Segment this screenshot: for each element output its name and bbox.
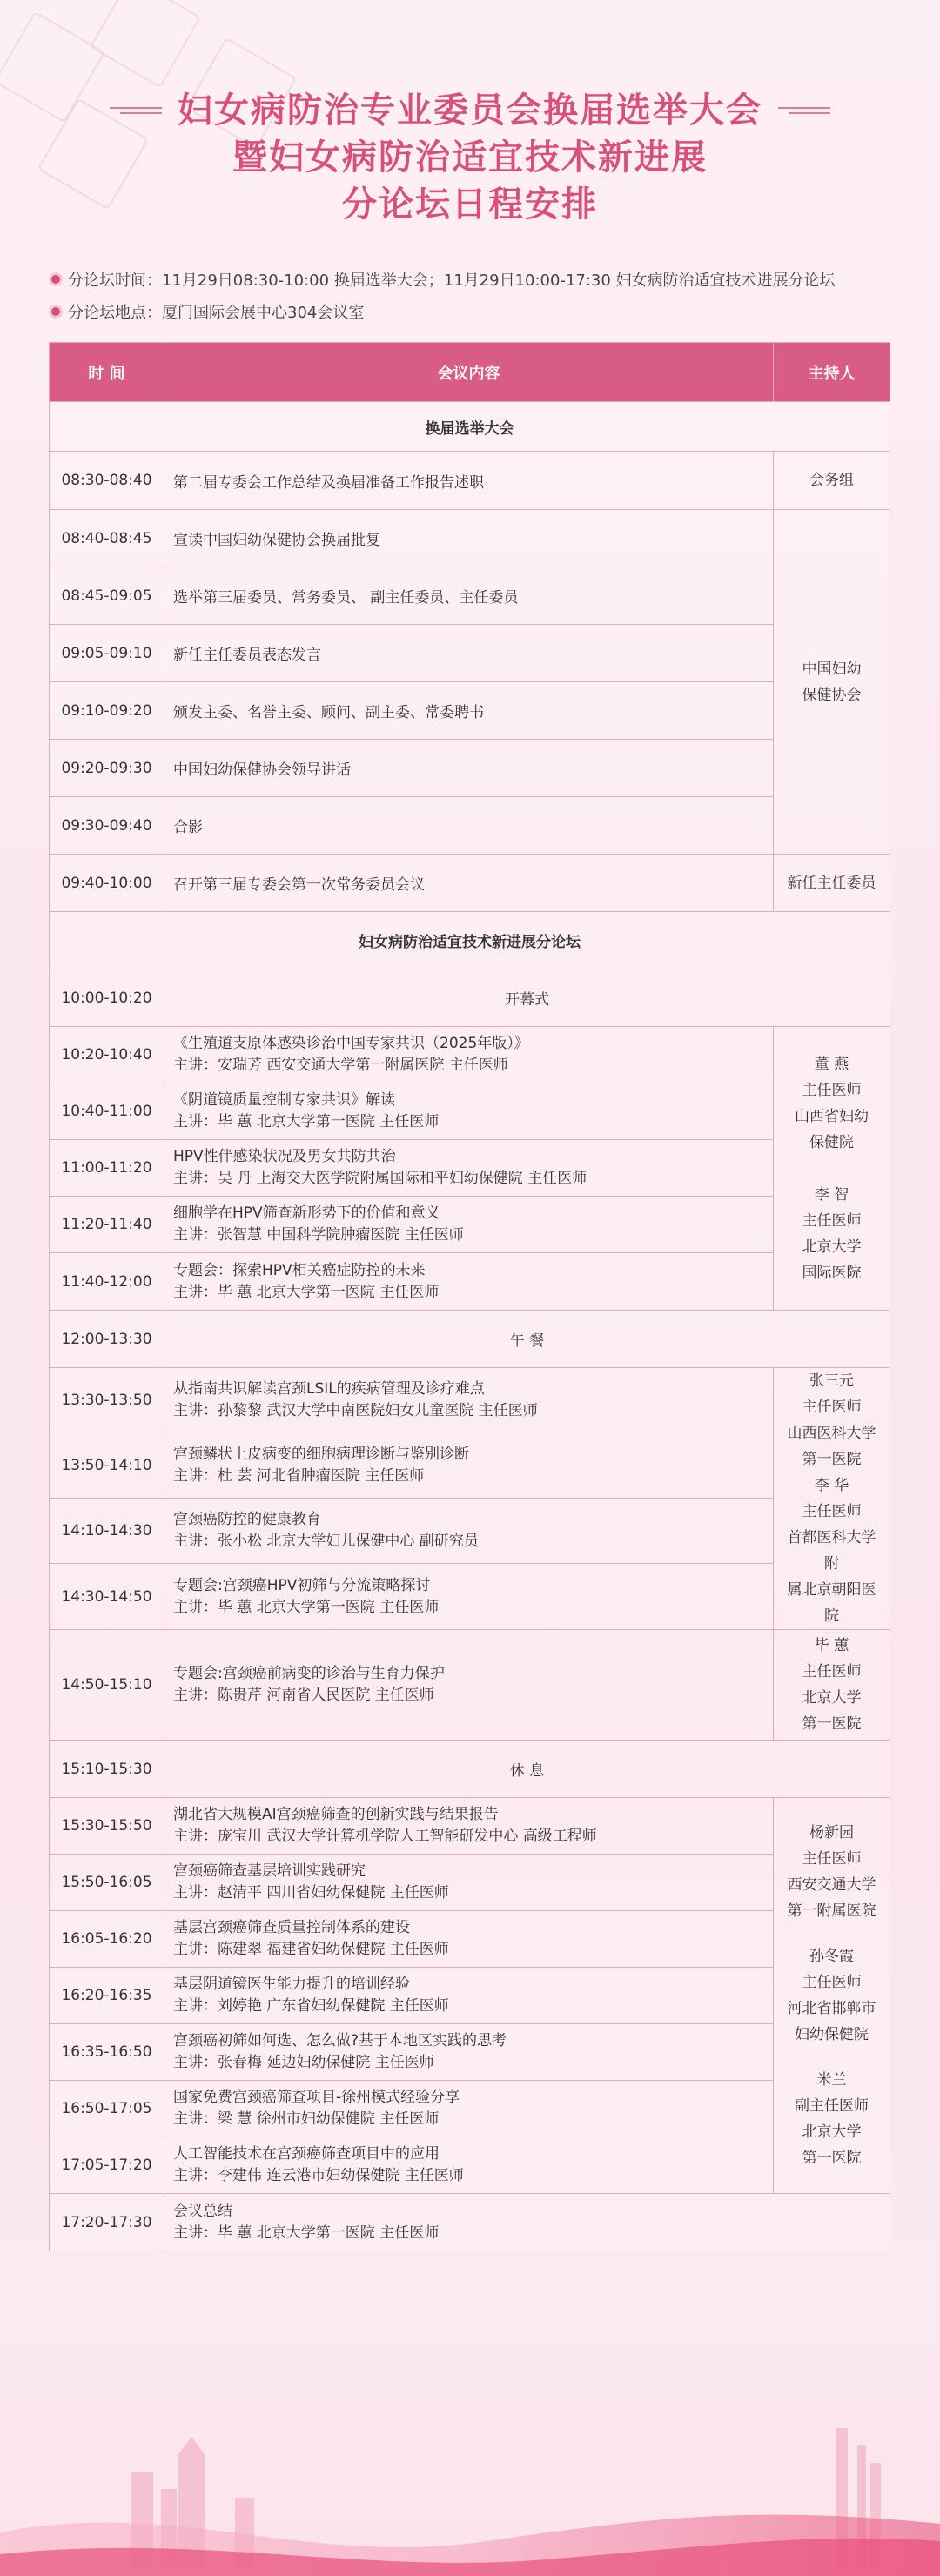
row-content <box>164 1630 774 1741</box>
host-line: 主任医师 <box>802 1211 862 1230</box>
host-line: 山西省妇幼 <box>795 1107 869 1125</box>
row-time: 09:10-09:20 <box>50 682 164 740</box>
row-content <box>164 1798 774 1855</box>
talk-speaker: 主讲：毕 蕙 北京大学第一医院 主任医师 <box>173 1113 440 1130</box>
title-deco-right <box>778 106 830 115</box>
host-line: 属北京朝阳医院 <box>787 1581 876 1625</box>
forum-place-label: 分论坛地点： <box>68 304 162 322</box>
section-break: 休 息 <box>164 1741 890 1798</box>
row-time: 11:40-12:00 <box>50 1253 164 1311</box>
table-row <box>50 1855 890 1911</box>
row-content <box>164 1432 774 1499</box>
row-content <box>164 1140 774 1197</box>
page-title <box>0 87 940 228</box>
talk-speaker: 主讲：毕 蕙 北京大学第一医院 主任医师 <box>173 1598 440 1616</box>
talk-speaker: 主讲：张春梅 延边妇幼保健院 主任医师 <box>173 2054 434 2071</box>
table-row <box>50 740 890 797</box>
table-row <box>50 452 890 510</box>
talk-speaker: 主讲：张小松 北京大学妇儿保健中心 副研究员 <box>173 1533 479 1551</box>
table-row <box>50 2137 890 2194</box>
host-line: 主任医师 <box>802 1850 862 1868</box>
row-content: 中国妇幼保健协会领导讲话 <box>164 740 774 797</box>
row-content <box>164 2137 774 2194</box>
row-content <box>164 1911 774 1968</box>
row-time: 09:40-10:00 <box>50 855 164 912</box>
row-time: 16:20-16:35 <box>50 1968 164 2024</box>
talk-title: 人工智能技术在宫颈癌筛查项目中的应用 <box>173 2145 440 2163</box>
table-row <box>50 1027 890 1083</box>
row-time: 15:50-16:05 <box>50 1855 164 1911</box>
host-line: 妇幼保健院 <box>795 2026 869 2043</box>
host-line: 张三元 <box>809 1372 854 1390</box>
host-line: 北京大学 <box>802 2123 862 2141</box>
row-time: 14:30-14:50 <box>50 1564 164 1630</box>
host-line: 第一医院 <box>802 2150 862 2167</box>
row-content: 宣读中国妇幼保健协会换届批复 <box>164 510 774 567</box>
host-line: 北京大学 <box>802 1238 862 1256</box>
talk-speaker: 主讲：张智慧 中国科学院肿瘤医院 主任医师 <box>173 1226 464 1244</box>
talk-title: 细胞学在HPV筛查新形势下的价值和意义 <box>173 1204 440 1222</box>
host-line: 山西医科大学 <box>787 1425 876 1442</box>
row-time: 16:50-17:05 <box>50 2081 164 2137</box>
host-line: 第一医院 <box>802 1451 862 1468</box>
row-time: 13:30-13:50 <box>50 1368 164 1432</box>
section-election: 换届选举大会 <box>50 402 890 452</box>
table-row <box>50 1368 890 1432</box>
talk-title: 基层宫颈癌筛查质量控制体系的建设 <box>173 1919 410 1936</box>
table-row <box>50 1432 890 1499</box>
row-content <box>164 2081 774 2137</box>
title-line-1: 妇女病防治专业委员会换届选举大会 <box>178 91 762 131</box>
host-line: 主任医师 <box>802 1399 862 1416</box>
forum-place <box>49 300 364 323</box>
host-line: 第一附属医院 <box>787 1902 876 1920</box>
section-lunch: 午 餐 <box>164 1311 890 1368</box>
row-content: 选举第三届委员、常务委员、 副主任委员、主任委员 <box>164 567 774 625</box>
talk-speaker: 主讲：杜 芸 河北省肿瘤医院 主任医师 <box>173 1466 425 1485</box>
host-line: 李 华 <box>814 1477 849 1494</box>
row-time: 15:10-15:30 <box>50 1741 164 1798</box>
table-row <box>50 567 890 625</box>
talk-title: 宫颈癌初筛如何选、怎么做?基于本地区实践的思考 <box>173 2032 507 2049</box>
host-line: 首都医科大学附 <box>787 1529 876 1573</box>
schedule-table <box>49 342 890 2251</box>
host-line: 主任医师 <box>802 1974 862 1991</box>
host-line: 米兰 <box>816 2071 847 2089</box>
row-time: 11:20-11:40 <box>50 1197 164 1253</box>
talk-speaker: 主讲：安瑞芳 西安交通大学第一附属医院 主任医师 <box>173 1057 508 1074</box>
row-time: 17:05-17:20 <box>50 2137 164 2194</box>
host-spacer <box>782 2048 881 2067</box>
talk-title: 专题会:宫颈癌前病变的诊治与生育力保护 <box>173 1665 445 1682</box>
row-time: 08:30-08:40 <box>50 452 164 510</box>
talk-speaker: 主讲：庞宝川 武汉大学计算机学院人工智能研发中心 高级工程师 <box>173 1828 597 1845</box>
section-row <box>50 402 890 452</box>
host-line: 第一医院 <box>802 1715 862 1733</box>
host-line: 国际医院 <box>802 1264 862 1282</box>
table-row <box>50 1741 890 1798</box>
talk-title: 《阴道镜质量控制专家共识》解读 <box>173 1091 395 1109</box>
host-line: 河北省邯郸市 <box>787 2000 876 2017</box>
bullet-icon <box>49 305 63 319</box>
talk-speaker: 主讲：吴 丹 上海交大医学院附属国际和平妇幼保健院 主任医师 <box>173 1170 588 1187</box>
header-host: 主持人 <box>774 343 890 402</box>
host-cell <box>774 452 890 510</box>
footer-decoration <box>0 2402 940 2576</box>
row-content: 召开第三届专委会第一次常务委员会议 <box>164 855 774 912</box>
table-row <box>50 1498 890 1564</box>
row-content <box>164 2024 774 2081</box>
row-content <box>164 1253 774 1311</box>
row-time: 10:00-10:20 <box>50 969 164 1027</box>
table-row <box>50 2024 890 2081</box>
row-time: 16:35-16:50 <box>50 2024 164 2081</box>
table-row <box>50 1311 890 1368</box>
host-line: 主任医师 <box>802 1503 862 1520</box>
row-time: 14:10-14:30 <box>50 1498 164 1564</box>
row-content <box>164 2194 890 2251</box>
talk-title: HPV性伴感染状况及男女共防共治 <box>173 1148 396 1165</box>
table-row <box>50 797 890 855</box>
talk-title: 湖北省大规模AI宫颈癌筛查的创新实践与结果报告 <box>173 1806 499 1823</box>
host-line: 西安交通大学 <box>787 1876 876 1894</box>
talk-speaker: 主讲：毕 蕙 北京大学第一医院 主任医师 <box>173 2224 440 2242</box>
bullet-icon <box>49 272 63 286</box>
talk-title: 基层阴道镜医生能力提升的培训经验 <box>173 1976 410 1993</box>
table-row <box>50 682 890 740</box>
talk-title: 专题会:宫颈癌HPV初筛与分流策略探讨 <box>173 1576 431 1594</box>
forum-time-value: 11月29日08:30-10:00 换届选举大会；11月29日10:00-17:30 妇女病防治适宜技术进展分论坛 <box>162 272 836 290</box>
talk-speaker: 主讲：毕 蕙 北京大学第一医院 主任医师 <box>173 1283 440 1301</box>
row-content: 合影 <box>164 797 774 855</box>
talk-speaker: 主讲：刘婷艳 广东省妇幼保健院 主任医师 <box>173 1997 449 2015</box>
table-row <box>50 625 890 682</box>
header-content: 会议内容 <box>164 343 774 402</box>
title-line-3: 分论坛日程安排 <box>342 184 598 225</box>
table-row <box>50 1630 890 1741</box>
table-row <box>50 1140 890 1197</box>
table-row <box>50 1798 890 1855</box>
talk-title: 《生殖道支原体感染诊治中国专家共识（2025年版）》 <box>173 1035 529 1052</box>
row-content <box>164 1027 774 1083</box>
row-time: 14:50-15:10 <box>50 1630 164 1741</box>
talk-title: 从指南共识解读宫颈LSIL的疾病管理及诊疗难点 <box>173 1379 485 1398</box>
row-content: 颁发主委、名誉主委、顾问、副主委、常委聘书 <box>164 682 774 740</box>
row-time: 09:20-09:30 <box>50 740 164 797</box>
host-line: 杨新园 <box>809 1824 854 1841</box>
forum-time <box>49 268 836 291</box>
table-row <box>50 1083 890 1140</box>
table-row <box>50 510 890 567</box>
table-row <box>50 1253 890 1311</box>
host-spacer <box>782 1924 881 1943</box>
forum-time-label: 分论坛时间： <box>68 272 162 290</box>
table-row <box>50 1911 890 1968</box>
row-content <box>164 1197 774 1253</box>
row-time: 15:30-15:50 <box>50 1798 164 1855</box>
row-time: 17:20-17:30 <box>50 2194 164 2251</box>
host-line: 李 智 <box>814 1185 849 1204</box>
talk-title: 宫颈癌筛查基层培训实践研究 <box>173 1862 366 1880</box>
row-time: 08:40-08:45 <box>50 510 164 567</box>
table-row <box>50 1197 890 1253</box>
host-cell <box>774 1027 890 1311</box>
row-content: 第二届专委会工作总结及换届准备工作报告述职 <box>164 452 774 510</box>
table-header-row <box>50 343 890 402</box>
section-row <box>50 912 890 969</box>
host-line: 副主任医师 <box>795 2097 869 2115</box>
section-opening: 开幕式 <box>164 969 890 1027</box>
host-line: 保健协会 <box>802 686 862 704</box>
row-time: 13:50-14:10 <box>50 1432 164 1499</box>
section-forum: 妇女病防治适宜技术新进展分论坛 <box>50 912 890 969</box>
row-time: 08:45-09:05 <box>50 567 164 625</box>
row-content <box>164 1564 774 1630</box>
host-line: 中国妇幼 <box>802 660 862 678</box>
host-spacer <box>782 1156 881 1182</box>
row-content <box>164 1855 774 1911</box>
row-time: 09:30-09:40 <box>50 797 164 855</box>
table-row <box>50 855 890 912</box>
talk-speaker: 主讲：孙黎黎 武汉大学中南医院妇女儿童医院 主任医师 <box>173 1401 538 1419</box>
talk-title: 国家免费宫颈癌筛查项目-徐州模式经验分享 <box>173 2089 460 2106</box>
title-deco-left <box>110 106 162 115</box>
hexagon-decoration <box>90 0 201 88</box>
table-row <box>50 969 890 1027</box>
host-line: 会务组 <box>809 472 854 489</box>
row-content <box>164 1498 774 1564</box>
header-time: 时 间 <box>50 343 164 402</box>
host-cell <box>774 855 890 912</box>
table-row <box>50 1564 890 1630</box>
row-time: 09:05-09:10 <box>50 625 164 682</box>
talk-speaker: 主讲：梁 慧 徐州市妇幼保健院 主任医师 <box>173 2110 440 2128</box>
host-cell <box>774 510 890 855</box>
row-time: 16:05-16:20 <box>50 1911 164 1968</box>
host-line: 孙冬霞 <box>809 1948 854 1965</box>
forum-place-value: 厦门国际会展中心304会议室 <box>162 304 365 322</box>
row-time: 10:40-11:00 <box>50 1083 164 1140</box>
host-cell <box>774 1630 890 1741</box>
talk-speaker: 主讲：李建伟 连云港市妇幼保健院 主任医师 <box>173 2167 464 2184</box>
row-time: 11:00-11:20 <box>50 1140 164 1197</box>
host-line: 主任医师 <box>802 1081 862 1099</box>
host-line: 毕 蕙 <box>814 1637 849 1654</box>
host-cell <box>774 1798 890 2194</box>
talk-title: 宫颈癌防控的健康教育 <box>173 1511 321 1529</box>
talk-speaker: 主讲：赵清平 四川省妇幼保健院 主任医师 <box>173 1884 449 1902</box>
host-line: 董 燕 <box>814 1055 849 1073</box>
host-cell <box>774 1368 890 1630</box>
talk-title: 宫颈鳞状上皮病变的细胞病理诊断与鉴别诊断 <box>173 1445 469 1463</box>
host-line: 北京大学 <box>802 1689 862 1707</box>
table-row <box>50 1968 890 2024</box>
title-line-2: 暨妇女病防治适宜技术新进展 <box>232 138 708 178</box>
row-content <box>164 1368 774 1432</box>
talk-speaker: 主讲：陈贵芹 河南省人民医院 主任医师 <box>173 1687 434 1704</box>
talk-title: 会议总结 <box>173 2202 232 2220</box>
row-time: 12:00-13:30 <box>50 1311 164 1368</box>
row-time: 10:20-10:40 <box>50 1027 164 1083</box>
row-content <box>164 1083 774 1140</box>
row-content <box>164 1968 774 2024</box>
table-row <box>50 2081 890 2137</box>
host-line: 新任主任委员 <box>787 874 876 892</box>
host-line: 主任医师 <box>802 1663 862 1680</box>
talk-title: 专题会：探索HPV相关癌症防控的未来 <box>173 1261 426 1279</box>
row-content: 新任主任委员表态发言 <box>164 625 774 682</box>
talk-speaker: 主讲：陈建翠 福建省妇幼保健院 主任医师 <box>173 1941 449 1958</box>
table-row <box>50 2194 890 2251</box>
host-line: 保健院 <box>809 1133 854 1151</box>
